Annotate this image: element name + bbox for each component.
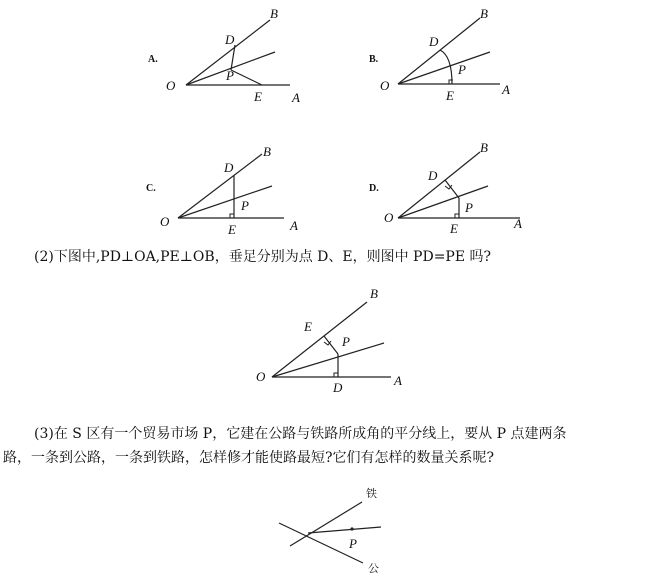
option-b-figure — [369, 6, 510, 103]
market-point — [350, 527, 353, 530]
point-d-label: D — [428, 168, 438, 183]
option-a-figure — [148, 6, 300, 105]
point-b-label: B — [270, 6, 278, 21]
point-p-label: P — [349, 536, 357, 551]
point-p-label: P — [458, 62, 466, 77]
point-a-label: A — [292, 90, 300, 105]
option-c-label: C. — [146, 183, 156, 194]
point-a-label: A — [502, 82, 510, 97]
segment-pe — [231, 70, 262, 85]
point-a-label: A — [394, 373, 402, 388]
point-e-label: E — [446, 88, 454, 103]
point-b-label: B — [480, 140, 488, 155]
point-p-label: P — [342, 334, 350, 349]
point-a-label: A — [514, 216, 522, 231]
point-o-label: O — [384, 210, 394, 225]
question2-figure — [256, 286, 402, 395]
point-o-label: O — [166, 78, 176, 93]
ray-ob — [178, 154, 262, 218]
point-d-label: D — [225, 32, 235, 47]
point-d-label: D — [333, 380, 343, 395]
option-b-label: B. — [369, 54, 379, 65]
point-p-label: P — [226, 68, 234, 83]
question3-line1: (3)在 S 区有一个贸易市场 P，它建在公路与铁路所成角的平分线上，要从 P 点建两条 — [34, 426, 567, 442]
point-e-label: E — [228, 222, 236, 237]
point-o-label: O — [256, 369, 266, 384]
point-p-label: P — [241, 198, 249, 213]
point-d-label: D — [429, 34, 439, 49]
question2-text: (2)下图中,PD⊥OA,PE⊥OB，垂足分别为点 D、E，则图中 PD=PE 吗? — [34, 249, 492, 265]
ray-ob — [272, 302, 367, 377]
road-label: 公 — [368, 562, 379, 575]
segment-dp — [445, 180, 459, 198]
option-a-label: A. — [148, 54, 158, 65]
bisector — [178, 186, 272, 218]
option-d-figure — [369, 140, 522, 236]
point-o-label: O — [380, 78, 390, 93]
point-e-label: E — [450, 221, 458, 236]
question3-line2: 路，一条到公路，一条到铁路，怎样修才能使路最短?它们有怎样的数量关系呢? — [3, 450, 495, 466]
point-b-label: B — [263, 144, 271, 159]
option-d-label: D. — [369, 183, 379, 194]
point-d-label: D — [224, 160, 234, 175]
bisector — [272, 343, 384, 377]
railway-label: 铁 — [366, 487, 377, 500]
point-o-label: O — [160, 214, 170, 229]
point-a-label: A — [290, 218, 298, 233]
question3-figure — [279, 486, 381, 575]
bisector — [398, 186, 488, 218]
option-c-figure — [146, 144, 298, 237]
point-p-label: P — [465, 200, 473, 215]
ray-ob — [398, 18, 480, 84]
bisector — [398, 52, 490, 84]
point-e-label: E — [254, 89, 262, 104]
point-b-label: B — [480, 6, 488, 21]
point-b-label: B — [370, 286, 378, 301]
segment-ep — [324, 336, 338, 354]
point-e-label: E — [304, 319, 312, 334]
